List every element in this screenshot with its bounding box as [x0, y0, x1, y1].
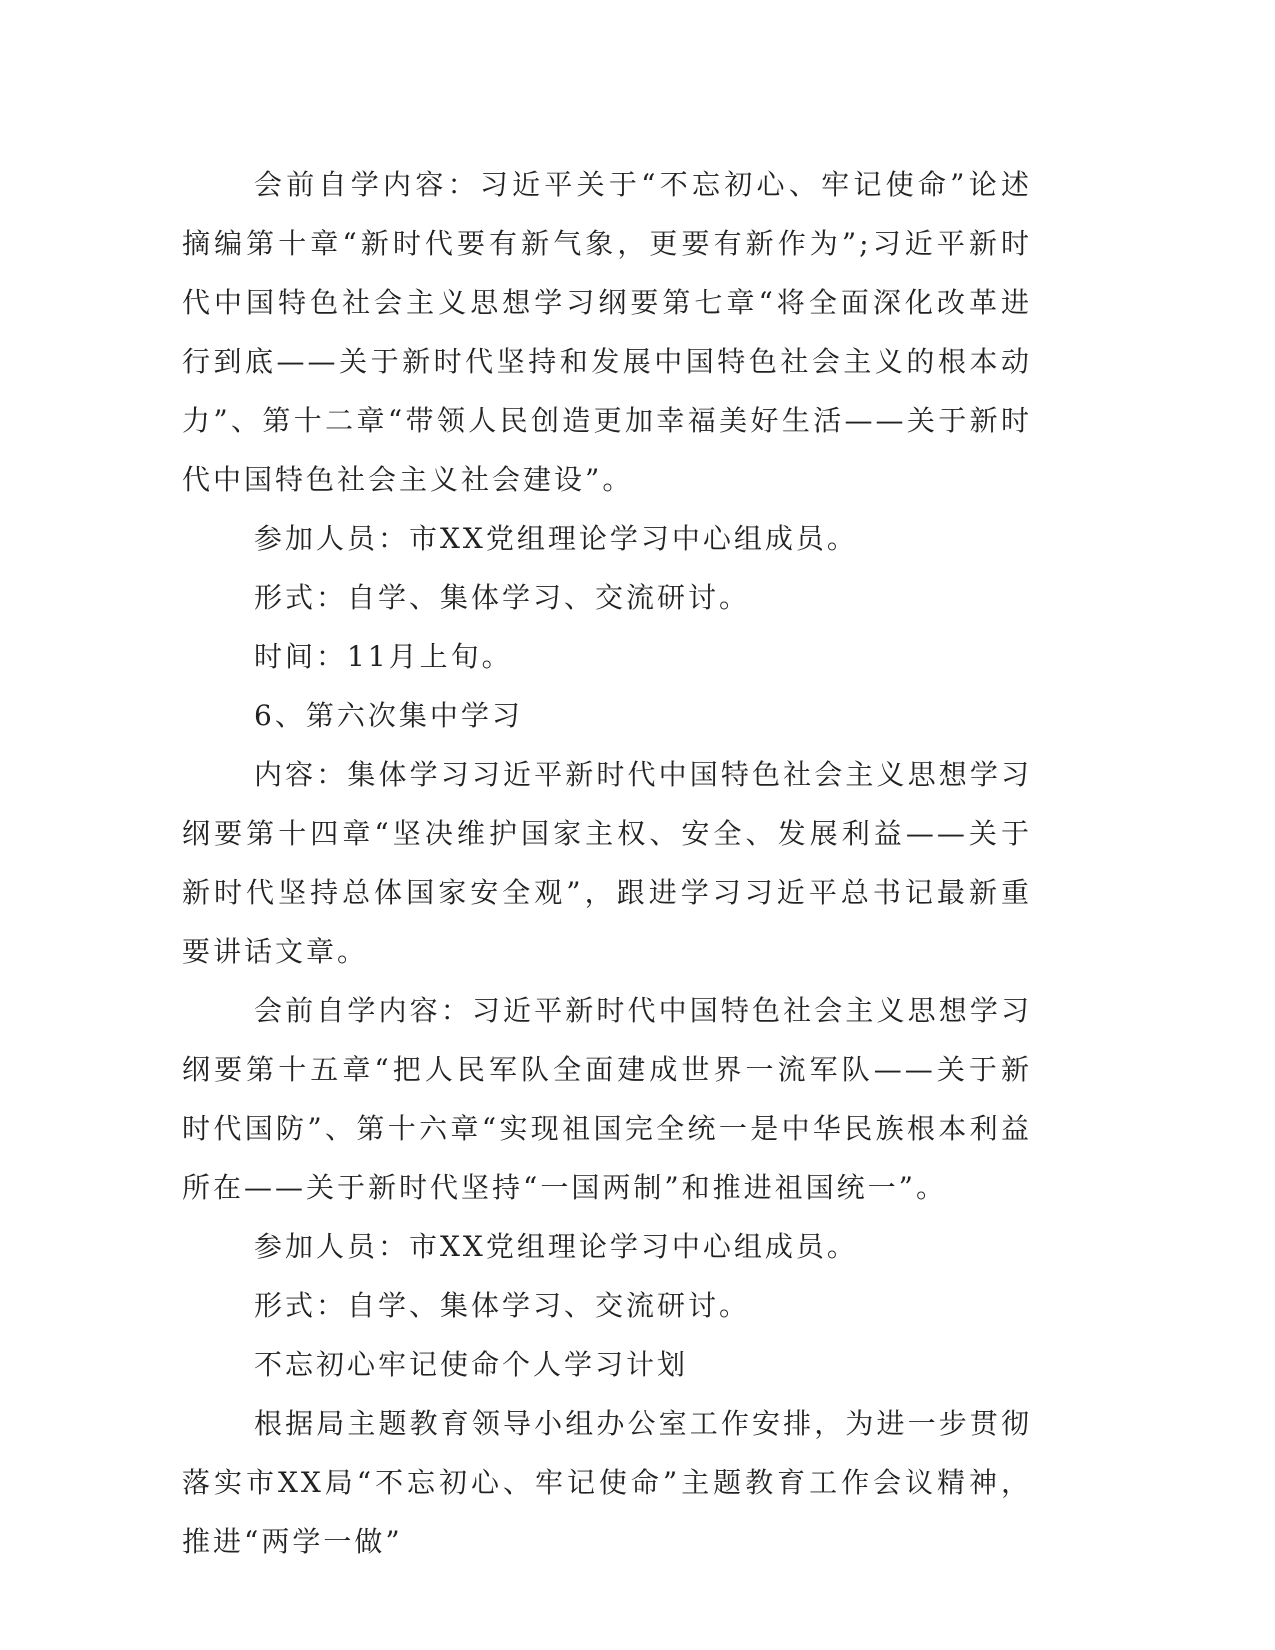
paragraph-participants-5: 参加人员：市XX党组理论学习中心组成员。	[254, 522, 858, 555]
section-title-personal-study-plan: 不忘初心牢记使命个人学习计划	[254, 1348, 689, 1381]
paragraph-time-5: 时间：11月上旬。	[254, 640, 513, 673]
paragraph-pre-study-content-5: 会前自学内容：习近平关于“不忘初心、牢记使命”论述摘编第十章“新时代要有新气象，更要有新作为”;习近平新时代中国特色社会主义思想学习纲要第七章“将全面深化改革进行到底——关于新时代坚持和发展中国特色社会主义的根本动力”、第十二章“带领人民创造更加幸福美好生活——关于新时代中国特色社会主义社会建设”。	[182, 168, 1032, 496]
document-body	[182, 155, 1032, 1571]
paragraph-pre-study-content-6: 会前自学内容：习近平新时代中国特色社会主义思想学习纲要第十五章“把人民军队全面建成世界一流军队——关于新时代国防”、第十六章“实现祖国完全统一是中华民族根本利益所在——关于新时代坚持“一国两制”和推进祖国统一”。	[182, 994, 1032, 1204]
section-heading-sixth-study: 6、第六次集中学习	[254, 699, 523, 732]
paragraph-content-6: 内容：集体学习习近平新时代中国特色社会主义思想学习纲要第十四章“坚决维护国家主权、安全、发展利益——关于新时代坚持总体国家安全观”，跟进学习习近平总书记最新重要讲话文章。	[182, 758, 1032, 968]
paragraph-format-6: 形式：自学、集体学习、交流研讨。	[254, 1289, 751, 1322]
paragraph-plan-intro: 根据局主题教育领导小组办公室工作安排，为进一步贯彻落实市XX局“不忘初心、牢记使命”主题教育工作会议精神，推进“两学一做”	[182, 1407, 1032, 1558]
paragraph-participants-6: 参加人员：市XX党组理论学习中心组成员。	[254, 1230, 858, 1263]
paragraph-format-5: 形式：自学、集体学习、交流研讨。	[254, 581, 751, 614]
